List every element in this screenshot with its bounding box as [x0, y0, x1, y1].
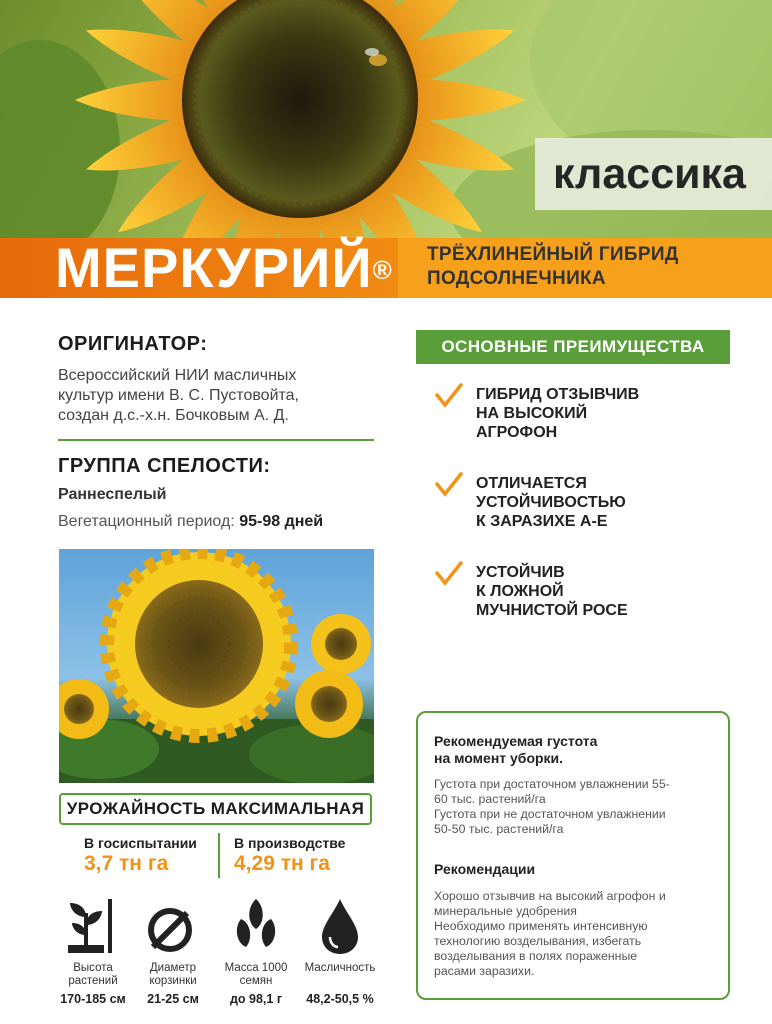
- originator-line: создан д.с.-х.н. Бочковым А. Д.: [58, 407, 289, 424]
- sunflower-field-image: [59, 549, 374, 783]
- trial-value: 3,7 тн га: [84, 852, 169, 875]
- density-heading: [434, 733, 597, 767]
- advantage-line: УСТОЙЧИВОСТЬЮ: [476, 494, 626, 511]
- classic-badge: классика: [535, 138, 772, 210]
- recommendations-panel: [416, 711, 730, 1000]
- density-line: 50-50 тыс. растений/га: [434, 822, 564, 836]
- registered-mark: ®: [372, 255, 393, 285]
- product-title: [55, 236, 393, 300]
- stat-label: Высота растений: [68, 962, 118, 987]
- subtitle-line: ТРЁХЛИНЕЙНЫЙ ГИБРИД: [427, 244, 679, 265]
- maturity-value: Раннеспелый: [58, 486, 167, 503]
- stat-value: до 98,1 г: [229, 992, 283, 1006]
- density-line: Густота при не достаточном увлажнении: [434, 807, 666, 821]
- originator-line: культур имени В. С. Пустовойта,: [58, 387, 299, 404]
- advantage-line: ОТЛИЧАЕТСЯ: [476, 475, 587, 492]
- stat-label: Масличность: [304, 962, 376, 974]
- density-heading-line: на момент уборки.: [434, 750, 564, 766]
- advantage-line: УСТОЙЧИВ: [476, 564, 565, 581]
- seeds-icon: [226, 893, 286, 955]
- recommendations-heading: Рекомендации: [434, 861, 536, 877]
- density-line: 60 тыс. растений/га: [434, 792, 546, 806]
- vegetation-period-label: Вегетационный период:: [58, 513, 235, 530]
- product-subtitle: [427, 243, 679, 291]
- recommendation-line: возделывания в полях пораженные: [434, 949, 638, 963]
- vegetation-period-value: 95-98 дней: [239, 513, 324, 530]
- yield-divider: [218, 833, 220, 878]
- trial-label: В госиспытании: [84, 835, 197, 851]
- stat-value: 170-185 см: [60, 992, 126, 1006]
- check-icon: [435, 561, 463, 587]
- recommendation-line: расами заразихи.: [434, 964, 535, 978]
- subtitle-line: ПОДСОЛНЕЧНИКА: [427, 268, 606, 289]
- field-photo: [59, 549, 374, 783]
- stat-value: 21-25 см: [147, 992, 199, 1006]
- stat-label: Масса 1000 семян: [224, 962, 288, 987]
- originator-text: [58, 366, 378, 426]
- production-value: 4,29 тн га: [234, 852, 330, 875]
- stat-value: 48,2-50,5 %: [306, 992, 374, 1006]
- originator-heading: ОРИГИНАТОР:: [58, 333, 208, 355]
- originator-line: Всероссийский НИИ масличных: [58, 367, 297, 384]
- advantage-line: К ЗАРАЗИХЕ А-Е: [476, 513, 608, 530]
- check-icon: [435, 383, 463, 409]
- maturity-heading: ГРУППА СПЕЛОСТИ:: [58, 455, 271, 477]
- production-label: В производстве: [234, 835, 346, 851]
- oil-drop-icon: [310, 893, 370, 955]
- section-divider: [58, 439, 374, 441]
- advantage-line: НА ВЫСОКИЙ: [476, 405, 588, 422]
- stat-label: Диаметр корзинки: [149, 962, 197, 987]
- density-heading-line: Рекомендуемая густота: [434, 733, 598, 749]
- recommendations-text: [434, 889, 666, 979]
- density-text: [434, 777, 670, 837]
- advantage-line: К ЛОЖНОЙ: [476, 583, 564, 600]
- plant-height-icon: [60, 893, 120, 955]
- advantage-line: АГРОФОН: [476, 424, 558, 441]
- advantages-heading: ОСНОВНЫЕ ПРЕИМУЩЕСТВА: [416, 330, 730, 364]
- diameter-icon: [140, 893, 200, 955]
- recommendation-line: Необходимо применять интенсивную: [434, 919, 648, 933]
- product-name: МЕРКУРИЙ: [55, 236, 373, 299]
- check-icon: [435, 472, 463, 498]
- vegetation-period: [58, 513, 323, 531]
- advantage-line: МУЧНИСТОЙ РОСЕ: [476, 602, 628, 619]
- advantage-line: ГИБРИД ОТЗЫВЧИВ: [476, 386, 640, 403]
- recommendation-line: технологию возделывания, избегать: [434, 934, 642, 948]
- recommendation-line: Хорошо отзывчив на высокий агрофон и: [434, 889, 666, 903]
- yield-heading: УРОЖАЙНОСТЬ МАКСИМАЛЬНАЯ: [59, 793, 372, 825]
- density-line: Густота при достаточном увлажнении 55-: [434, 777, 670, 791]
- recommendation-line: минеральные удобрения: [434, 904, 577, 918]
